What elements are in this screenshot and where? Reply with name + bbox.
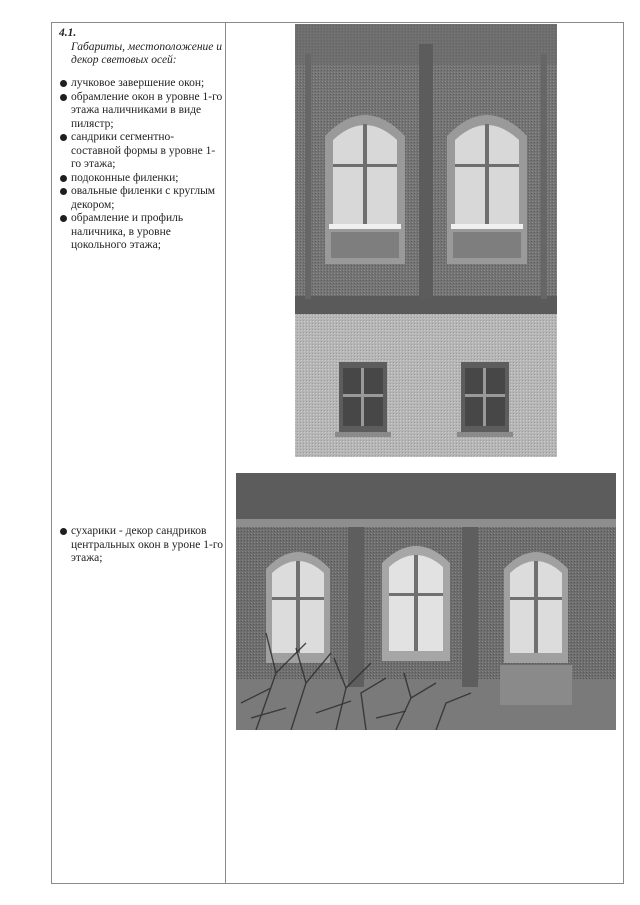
bullet-icon <box>60 188 67 195</box>
feature-table <box>51 22 624 884</box>
list-item-text: сандрики сегментно-составной формы в уровне 1-го этажа; <box>71 131 216 170</box>
list-item-text: лучковое завершение окон; <box>71 77 205 89</box>
list-item-text: подоконные филенки; <box>71 171 179 184</box>
bullet-icon <box>60 175 67 182</box>
facade-photo-upper <box>295 24 557 457</box>
list-item <box>58 77 224 91</box>
list-item <box>58 212 224 253</box>
list-item <box>58 172 224 186</box>
bullet-icon <box>60 528 67 535</box>
list-item-text: сухарики - декор сандриков центральных окон в уроне 1-го этажа; <box>71 525 224 564</box>
list-item-text: обрамление окон в уровне 1-го этажа наличниками в виде пилястр; <box>71 90 223 130</box>
bullet-icon <box>60 80 67 87</box>
photo-column <box>226 23 624 883</box>
list-item <box>58 525 224 566</box>
section-title: Габариты, местоположение и декор световых осей: <box>71 40 222 66</box>
list-item-text: обрамление и профиль наличника, в уровне цокольного этажа; <box>71 212 184 251</box>
list-item <box>58 185 224 212</box>
bullet-icon <box>60 215 67 222</box>
feature-list-cornice <box>58 525 224 566</box>
list-item <box>58 131 224 172</box>
list-item <box>58 91 224 132</box>
facade-lower-illustration <box>236 473 616 730</box>
bullet-icon <box>60 94 67 101</box>
list-item-text: овальные филенки с круглым декором; <box>71 185 216 211</box>
feature-list-windows <box>58 77 224 253</box>
description-column <box>52 23 225 883</box>
bullet-icon <box>60 134 67 141</box>
section-number: 4.1. <box>59 27 77 39</box>
facade-photo-lower <box>236 473 616 730</box>
section-heading <box>59 27 223 68</box>
facade-upper-illustration <box>295 24 557 457</box>
